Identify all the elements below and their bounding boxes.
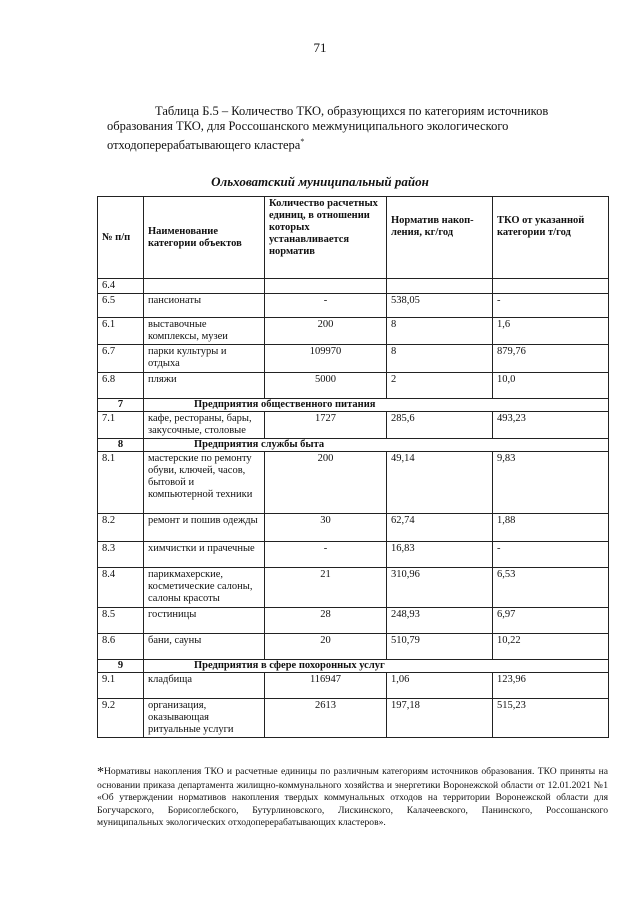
caption-line-1: Таблица Б.5 – Количество ТКО, образующихся по категориям источников	[155, 104, 549, 118]
cell-tko: -	[493, 542, 609, 568]
section-row	[98, 439, 609, 452]
cell-category: парикмахерские, косметические салоны, салоны красоты	[144, 568, 265, 608]
cell-units-count: -	[265, 294, 387, 318]
table-row	[98, 634, 609, 660]
cell-tko: 493,23	[493, 412, 609, 439]
table-row	[98, 608, 609, 634]
table-row	[98, 568, 609, 608]
cell-category: кафе, рестораны, бары, закусочные, столовые	[144, 412, 265, 439]
table-row	[98, 542, 609, 568]
table-row	[98, 345, 609, 373]
table-row	[98, 373, 609, 399]
cell-number: 9.1	[98, 673, 144, 699]
cell-units-count: 5000	[265, 373, 387, 399]
cell-tko: 123,96	[493, 673, 609, 699]
cell-norm: 248,93	[387, 608, 493, 634]
cell-category: химчистки и прачечные	[144, 542, 265, 568]
cell-tko: 1,88	[493, 514, 609, 542]
section-number: 7	[98, 399, 144, 412]
header-num: № п/п	[98, 197, 144, 279]
cell-norm	[387, 279, 493, 294]
district-title: Ольховатский муниципальный район	[211, 174, 429, 189]
cell-norm: 1,06	[387, 673, 493, 699]
table-row	[98, 294, 609, 318]
cell-number: 8.4	[98, 568, 144, 608]
cell-norm: 538,05	[387, 294, 493, 318]
tko-table	[97, 196, 609, 738]
cell-category: пляжи	[144, 373, 265, 399]
table-row	[98, 699, 609, 738]
table-row	[98, 673, 609, 699]
cell-tko: 9,83	[493, 452, 609, 514]
cell-units-count: 200	[265, 452, 387, 514]
cell-units-count: 116947	[265, 673, 387, 699]
cell-tko: 10,0	[493, 373, 609, 399]
section-row	[98, 660, 609, 673]
section-number: 8	[98, 439, 144, 452]
table-caption	[107, 104, 607, 153]
cell-norm: 197,18	[387, 699, 493, 738]
table-row	[98, 412, 609, 439]
cell-norm: 285,6	[387, 412, 493, 439]
cell-norm: 49,14	[387, 452, 493, 514]
table-row	[98, 514, 609, 542]
cell-norm: 16,83	[387, 542, 493, 568]
caption-line-3-text: отходоперерабатывающего кластера	[107, 138, 301, 153]
header-count: Количество расчетных единиц, в отношении которых устанавливается норматив	[265, 197, 387, 279]
cell-tko: -	[493, 294, 609, 318]
section-row	[98, 399, 609, 412]
footnote-marker: *	[97, 765, 104, 780]
cell-units-count: 30	[265, 514, 387, 542]
cell-units-count: 20	[265, 634, 387, 660]
cell-units-count: 109970	[265, 345, 387, 373]
section-title: Предприятия общественного питания	[144, 399, 609, 412]
cell-category: кладбища	[144, 673, 265, 699]
cell-number: 7.1	[98, 412, 144, 439]
cell-number: 6.1	[98, 318, 144, 345]
cell-tko: 6,97	[493, 608, 609, 634]
section-title: Предприятия службы быта	[144, 439, 609, 452]
caption-footnote-marker: *	[300, 137, 305, 146]
cell-number: 8.1	[98, 452, 144, 514]
cell-number: 8.6	[98, 634, 144, 660]
cell-number: 8.5	[98, 608, 144, 634]
cell-units-count: 1727	[265, 412, 387, 439]
cell-norm: 8	[387, 318, 493, 345]
cell-category: ремонт и пошив одежды	[144, 514, 265, 542]
cell-category: выставочные комплексы, музеи	[144, 318, 265, 345]
header-name: Наименование категории объектов	[144, 197, 265, 279]
cell-tko: 1,6	[493, 318, 609, 345]
table-row	[98, 452, 609, 514]
caption-line-3	[107, 134, 607, 153]
cell-units-count: 2613	[265, 699, 387, 738]
cell-category: мастерские по ремонту обуви, ключей, часов, бытовой и компьютерной техники	[144, 452, 265, 514]
cell-norm: 62,74	[387, 514, 493, 542]
cell-number: 6.7	[98, 345, 144, 373]
cell-units-count: -	[265, 542, 387, 568]
cell-norm: 2	[387, 373, 493, 399]
footnote-text: Нормативы накопления ТКО и расчетные единицы по различным категориям источников образования. ТКО приняты на основании приказа департамента жилищно-коммунального хозяйства и энергетики Воронежской области от 12.01.2021 №1 «Об утверждении нормативов накопления твердых коммунальных отходов на территории Воронежской области для Богучарского, Борисоглебского, Бутурлиновского, Лискинского, Калачеевского, Панинского, Россошанского муниципальных экологических отходоперерабатывающих кластеров».	[97, 766, 608, 828]
table-body	[98, 279, 609, 738]
header-norm: Норматив накоп-ления, кг/год	[387, 197, 493, 279]
footnote	[97, 766, 608, 830]
cell-number: 8.2	[98, 514, 144, 542]
cell-tko: 515,23	[493, 699, 609, 738]
cell-category: пансионаты	[144, 294, 265, 318]
cell-tko: 879,76	[493, 345, 609, 373]
cell-tko: 6,53	[493, 568, 609, 608]
cell-norm: 310,96	[387, 568, 493, 608]
header-tko: ТКО от указанной категории т/год	[493, 197, 609, 279]
cell-norm: 8	[387, 345, 493, 373]
page-number: 71	[313, 40, 327, 55]
cell-category	[144, 279, 265, 294]
cell-category: парки культуры и отдыха	[144, 345, 265, 373]
cell-units-count: 21	[265, 568, 387, 608]
cell-norm: 510,79	[387, 634, 493, 660]
cell-units-count: 28	[265, 608, 387, 634]
table-row	[98, 318, 609, 345]
section-title: Предприятия в сфере похоронных услуг	[144, 660, 609, 673]
cell-number: 8.3	[98, 542, 144, 568]
table-row	[98, 279, 609, 294]
cell-category: организация, оказывающая ритуальные услуги	[144, 699, 265, 738]
cell-tko: 10,22	[493, 634, 609, 660]
cell-units-count	[265, 279, 387, 294]
cell-number: 9.2	[98, 699, 144, 738]
cell-number: 6.4	[98, 279, 144, 294]
cell-number: 6.5	[98, 294, 144, 318]
cell-units-count: 200	[265, 318, 387, 345]
table-header-row	[98, 197, 609, 279]
caption-line-2: образования ТКО, для Россошанского межмуниципального экологического	[107, 119, 509, 133]
section-number: 9	[98, 660, 144, 673]
cell-tko	[493, 279, 609, 294]
cell-category: бани, сауны	[144, 634, 265, 660]
cell-category: гостиницы	[144, 608, 265, 634]
cell-number: 6.8	[98, 373, 144, 399]
